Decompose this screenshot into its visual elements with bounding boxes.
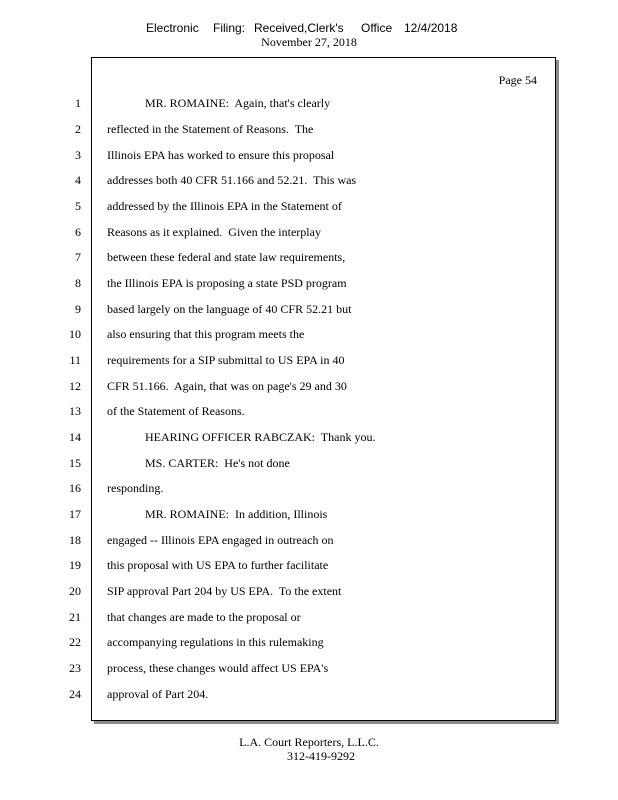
- line-number: 22: [69, 635, 81, 649]
- line-number: 10: [69, 327, 81, 341]
- line-number: 19: [69, 558, 81, 572]
- transcript-line: reflected in the Statement of Reasons. The: [107, 122, 314, 136]
- transcript-line: based largely on the language of 40 CFR 52.21 but: [107, 302, 352, 316]
- transcript-line: MR. ROMAINE: In addition, Illinois: [145, 507, 328, 521]
- transcript-line: the Illinois EPA is proposing a state PSD program: [107, 276, 347, 290]
- transcript-line: of the Statement of Reasons.: [107, 404, 245, 418]
- transcript-line: requirements for a SIP submittal to US EPA in 40: [107, 353, 345, 367]
- transcript-line: addressed by the Illinois EPA in the Statement of: [107, 199, 342, 213]
- line-number: 9: [75, 302, 81, 316]
- line-number: 1: [75, 96, 81, 110]
- line-number: 17: [69, 507, 81, 521]
- line-number: 24: [69, 687, 81, 701]
- line-number: 6: [75, 225, 81, 239]
- stamp-received: Received,Clerk's: [254, 21, 344, 35]
- line-number: 7: [75, 250, 81, 264]
- transcript-line: between these federal and state law requirements,: [107, 250, 346, 264]
- transcript-line: responding.: [107, 481, 164, 495]
- line-number: 14: [69, 430, 81, 444]
- footer-phone: 312-419-9292: [287, 749, 355, 763]
- transcript-line: accompanying regulations in this rulemaking: [107, 635, 324, 649]
- line-number: 11: [69, 353, 81, 367]
- page-number: Page 54: [498, 73, 537, 87]
- line-number: 5: [75, 199, 81, 213]
- transcript-line: engaged -- Illinois EPA engaged in outreach on: [107, 533, 334, 547]
- transcript-line: HEARING OFFICER RABCZAK: Thank you.: [145, 430, 376, 444]
- transcript-line: also ensuring that this program meets the: [107, 327, 305, 341]
- stamp-office: Office: [361, 21, 393, 35]
- transcript-line: Reasons as it explained. Given the interplay: [107, 225, 321, 239]
- line-number: 21: [69, 610, 81, 624]
- stamp-date: 12/4/2018: [404, 21, 458, 35]
- transcript-line: process, these changes would affect US EPA's: [107, 661, 329, 675]
- transcript-line: CFR 51.166. Again, that was on page's 29 and 30: [107, 379, 347, 393]
- filing-stamp: [0, 20, 618, 36]
- transcript-line: that changes are made to the proposal or: [107, 610, 301, 624]
- transcript-line: addresses both 40 CFR 51.166 and 52.21. This was: [107, 173, 357, 187]
- line-number: 13: [69, 404, 81, 418]
- footer-company: L.A. Court Reporters, L.L.C.: [239, 735, 379, 749]
- line-number: 15: [69, 456, 81, 470]
- transcript-line: Illinois EPA has worked to ensure this proposal: [107, 148, 335, 162]
- transcript-line: MS. CARTER: He's not done: [145, 456, 290, 470]
- line-number: 18: [69, 533, 81, 547]
- line-number: 12: [69, 379, 81, 393]
- hearing-date: November 27, 2018: [261, 35, 357, 49]
- line-number: 4: [75, 173, 81, 187]
- transcript-line: MR. ROMAINE: Again, that's clearly: [145, 96, 331, 110]
- transcript-frame: [69, 57, 556, 721]
- line-number: 3: [75, 148, 81, 162]
- transcript-line: this proposal with US EPA to further facilitate: [107, 558, 329, 572]
- line-number: 8: [75, 276, 81, 290]
- transcript-line: approval of Part 204.: [107, 687, 209, 701]
- stamp-filing: Filing:: [213, 21, 246, 35]
- line-number: 16: [69, 481, 81, 495]
- transcript-line: SIP approval Part 204 by US EPA. To the extent: [107, 584, 342, 598]
- line-number: 20: [69, 584, 81, 598]
- line-number: 2: [75, 122, 81, 136]
- stamp-electronic: Electronic: [146, 21, 199, 35]
- line-number: 23: [69, 661, 81, 675]
